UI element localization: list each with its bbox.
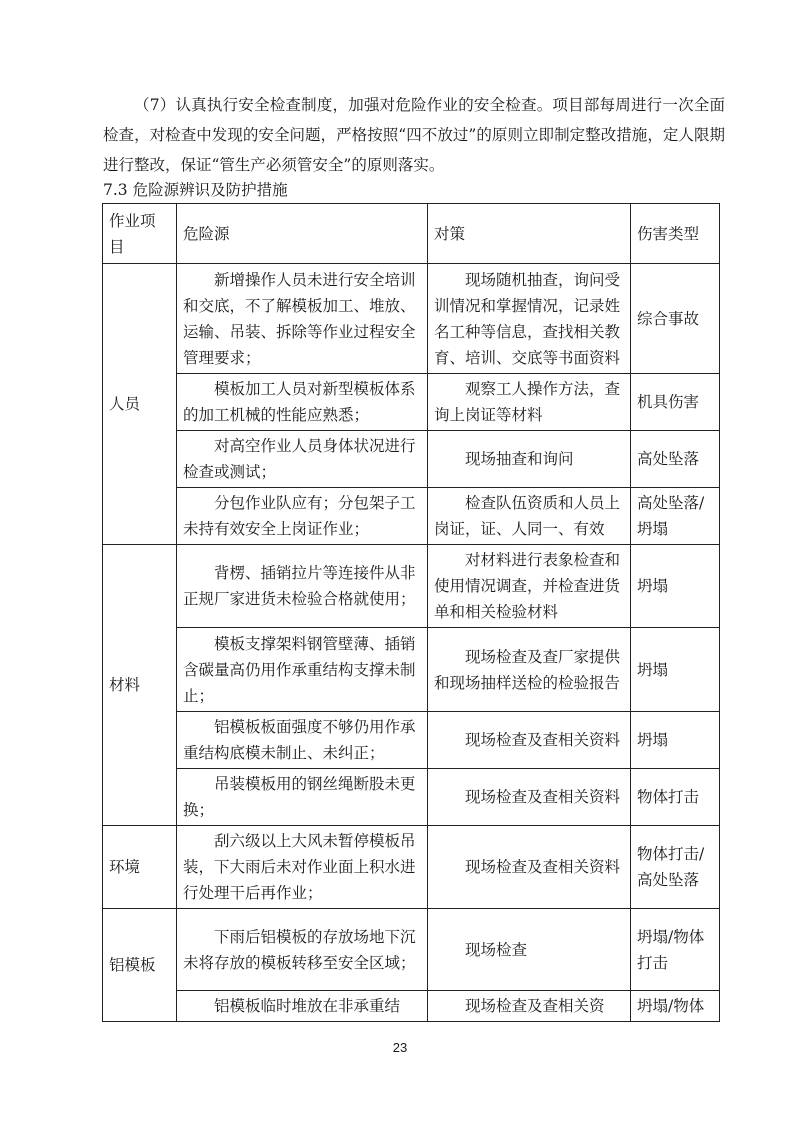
category-cell: 人员	[103, 264, 177, 545]
measure-cell: 现场检查及查相关资料	[428, 826, 631, 909]
hazard-cell: 吊装模板用的钢丝绳断股未更换；	[177, 769, 428, 826]
measure-cell: 观察工人操作方法，查询上岗证等材料	[428, 374, 631, 431]
harm-cell: 机具伤害	[631, 374, 720, 431]
hazard-cell: 模板支撑架料钢管壁薄、插销含碳量高仍用作承重结构支撑未制止；	[177, 628, 428, 712]
hazard-cell: 对高空作业人员身体状况进行检查或测试；	[177, 431, 428, 488]
category-cell: 材料	[103, 545, 177, 826]
header-harm: 伤害类型	[631, 204, 720, 264]
table-row	[103, 826, 720, 909]
measure-cell: 现场检查及查相关资	[428, 991, 631, 1022]
category-cell: 环境	[103, 826, 177, 909]
measure-cell: 现场抽查和询问	[428, 431, 631, 488]
harm-cell: 物体打击/高处坠落	[631, 826, 720, 909]
table-row	[103, 769, 720, 826]
measure-cell: 现场检查及查相关资料	[428, 712, 631, 769]
harm-cell: 坍塌	[631, 545, 720, 628]
harm-cell: 坍塌	[631, 712, 720, 769]
header-hazard: 危险源	[177, 204, 428, 264]
table-row	[103, 909, 720, 991]
table-row	[103, 712, 720, 769]
harm-cell: 坍塌/物体	[631, 991, 720, 1022]
body-paragraph	[103, 90, 725, 180]
harm-cell: 高处坠落/坍塌	[631, 488, 720, 545]
table-row	[103, 374, 720, 431]
hazard-cell: 铝模板板面强度不够仍用作承重结构底模未制止、未纠正；	[177, 712, 428, 769]
table-row	[103, 545, 720, 628]
hazard-cell: 背楞、插销拉片等连接件从非正规厂家进货未检验合格就使用；	[177, 545, 428, 628]
table-row	[103, 991, 720, 1022]
measure-cell: 现场检查	[428, 909, 631, 991]
hazard-table	[102, 203, 720, 1022]
hazard-cell: 新增操作人员未进行安全培训和交底，不了解模板加工、堆放、运输、吊装、拆除等作业过程安全管理要求；	[177, 264, 428, 374]
harm-cell: 综合事故	[631, 264, 720, 374]
table-header-row	[103, 204, 720, 264]
header-item: 作业项目	[103, 204, 177, 264]
measure-cell: 现场检查及查厂家提供和现场抽样送检的检验报告	[428, 628, 631, 712]
measure-cell: 现场检查及查相关资料	[428, 769, 631, 826]
table-row	[103, 488, 720, 545]
category-cell: 铝模板	[103, 909, 177, 1022]
harm-cell: 坍塌/物体打击	[631, 909, 720, 991]
hazard-cell: 下雨后铝模板的存放场地下沉未将存放的模板转移至安全区域；	[177, 909, 428, 991]
measure-cell: 对材料进行表象检查和使用情况调查，并检查进货单和相关检验材料	[428, 545, 631, 628]
harm-cell: 坍塌	[631, 628, 720, 712]
harm-cell: 物体打击	[631, 769, 720, 826]
hazard-cell: 刮六级以上大风未暂停模板吊装，下大雨后未对作业面上积水进行处理干后再作业；	[177, 826, 428, 909]
measure-cell: 现场随机抽查，询问受训情况和掌握情况，记录姓名工种等信息，查找相关教育、培训、交底等书面资料	[428, 264, 631, 374]
hazard-cell: 分包作业队应有；分包架子工未持有效安全上岗证作业；	[177, 488, 428, 545]
harm-cell: 高处坠落	[631, 431, 720, 488]
header-measure: 对策	[428, 204, 631, 264]
measure-cell: 检查队伍资质和人员上岗证，证、人同一、有效	[428, 488, 631, 545]
paragraph-text: （7）认真执行安全检查制度，加强对危险作业的安全检查。项目部每周进行一次全面检查，对检查中发现的安全问题，严格按照“四不放过”的原则立即制定整改措施，定人限期进行整改，保证“管生产必须管安全”的原则落实。	[103, 96, 725, 174]
hazard-cell: 模板加工人员对新型模板体系的加工机械的性能应熟悉；	[177, 374, 428, 431]
section-title: 7.3 危险源辨识及防护措施	[103, 181, 288, 199]
page-number: 23	[392, 1040, 408, 1055]
table-row	[103, 431, 720, 488]
table-row	[103, 264, 720, 374]
table-row	[103, 628, 720, 712]
hazard-cell: 铝模板临时堆放在非承重结	[177, 991, 428, 1022]
